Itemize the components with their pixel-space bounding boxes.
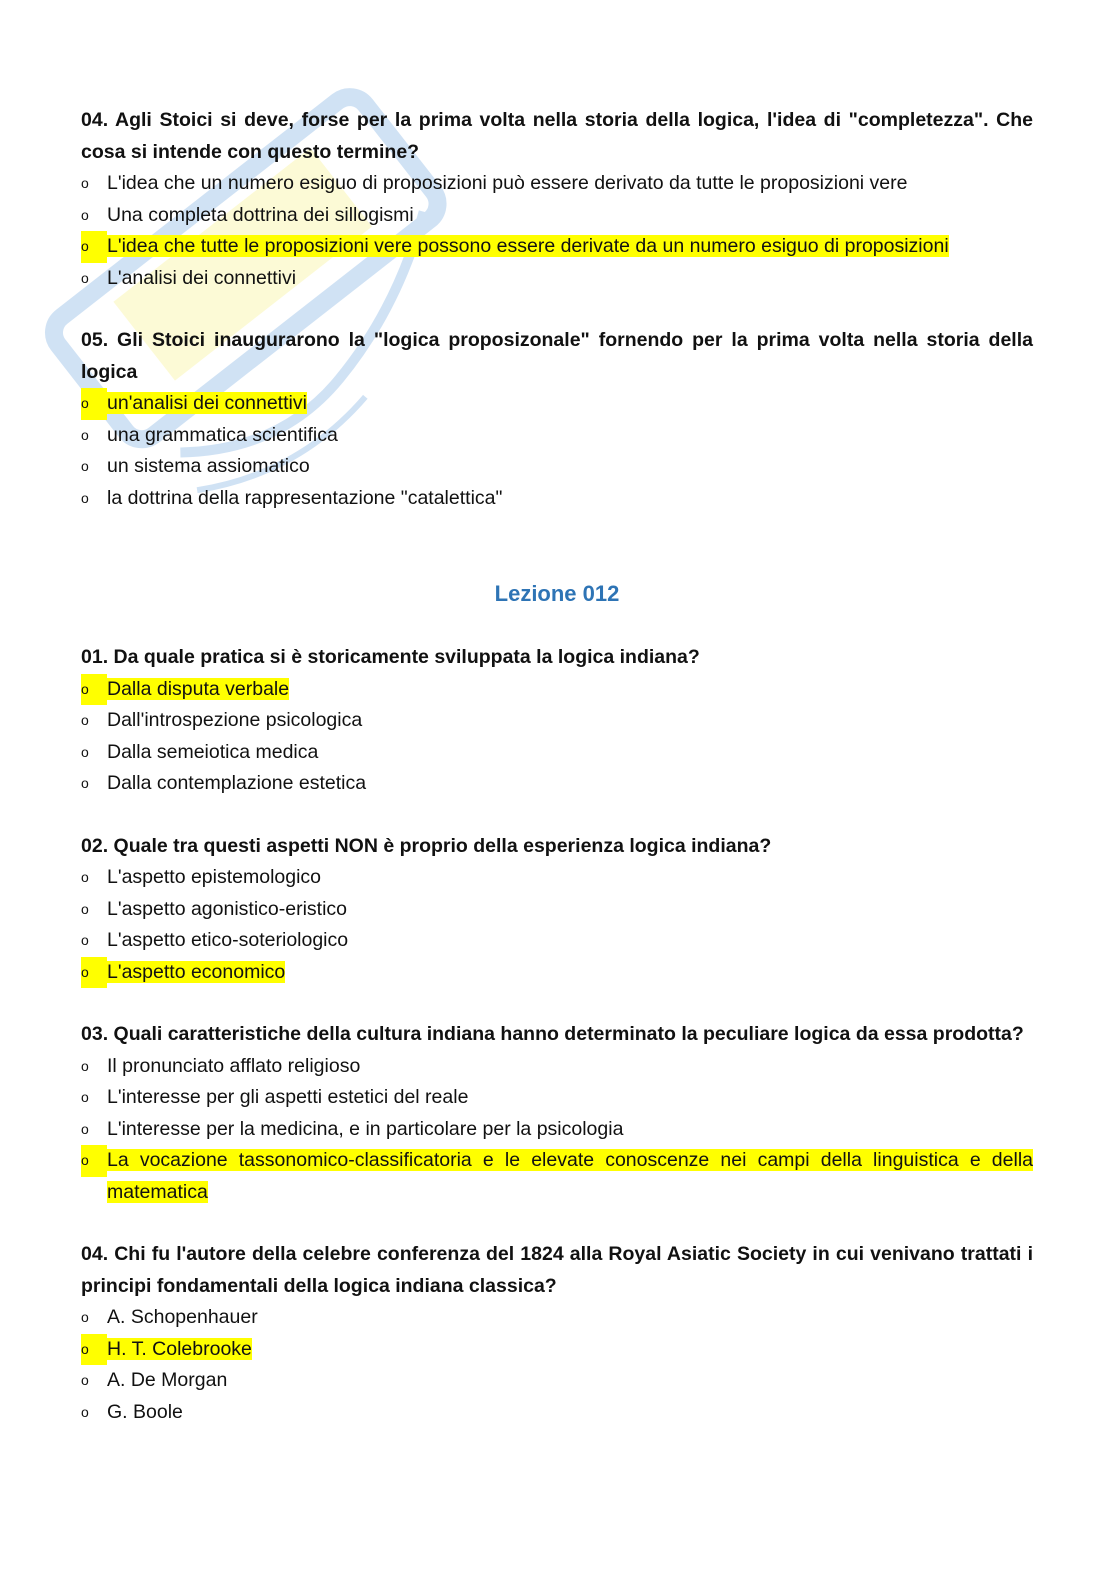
- answer-option-correct: [81, 957, 1033, 989]
- answer-text: L'aspetto agonistico-eristico: [107, 897, 348, 920]
- circle-bullet-icon: o: [81, 743, 89, 760]
- question-block: [81, 105, 1033, 294]
- answer-option-correct: [81, 1334, 1033, 1366]
- answer-text: L'aspetto epistemologico: [107, 866, 322, 888]
- answer-option: [81, 925, 1033, 957]
- circle-bullet-icon: o: [81, 231, 107, 263]
- circle-bullet-icon: o: [81, 1145, 107, 1177]
- answer-text: L'idea che tutte le proposizioni vere possono essere derivate da un numero esiguo di proposizioni: [107, 235, 949, 257]
- circle-bullet-icon: o: [81, 1309, 89, 1325]
- answer-option: [81, 420, 1033, 452]
- circle-bullet-icon: o: [81, 674, 107, 706]
- circle-bullet-icon: o: [81, 489, 89, 506]
- answer-text: A. Schopenhauer: [107, 1306, 258, 1328]
- circle-bullet-icon: o: [81, 1120, 89, 1137]
- question-block: [81, 642, 1033, 800]
- answer-option: [81, 862, 1033, 894]
- answer-text: Il pronunciato afflato religioso: [107, 1054, 361, 1077]
- answer-list: [81, 168, 1033, 294]
- question-text: 03. Quali caratteristiche della cultura indiana hanno determinato la peculiare logica da essa prodotta?: [81, 1023, 1024, 1045]
- answer-option: [81, 737, 1033, 769]
- answer-text: Dalla disputa verbale: [107, 677, 290, 700]
- answer-text: La vocazione tassonomico-classificatoria e le elevate conoscenze nei campi della linguistica e della matematica: [107, 1149, 1033, 1203]
- answer-list: [81, 1302, 1033, 1428]
- answer-option-correct: [81, 1145, 1033, 1208]
- question-block: [81, 325, 1033, 514]
- circle-bullet-icon: o: [81, 1334, 107, 1366]
- answer-option: [81, 1397, 1033, 1429]
- circle-bullet-icon: o: [81, 900, 89, 917]
- answer-option-correct: [81, 674, 1033, 706]
- question-text: 04. Agli Stoici si deve, forse per la prima volta nella storia della logica, l'idea di "completezza". Che cosa si intende con questo termine?: [81, 109, 1033, 163]
- answer-option: [81, 1365, 1033, 1397]
- answer-text: Dall'introspezione psicologica: [107, 709, 363, 731]
- answer-text: L'aspetto etico-soteriologico: [107, 929, 349, 951]
- answer-option: [81, 168, 1033, 200]
- answer-list: [81, 388, 1033, 514]
- answer-text: L'interesse per la medicina, e in particolare per la psicologia: [107, 1117, 624, 1140]
- answer-text: L'interesse per gli aspetti estetici del reale: [107, 1086, 469, 1108]
- circle-bullet-icon: o: [81, 932, 89, 948]
- question-text: 05. Gli Stoici inaugurarono la "logica proposizonale" fornendo per la prima volta nella storia della logica: [81, 329, 1033, 383]
- circle-bullet-icon: o: [81, 1403, 89, 1420]
- answer-text: L'analisi dei connettivi: [107, 266, 297, 289]
- answer-list: [81, 674, 1033, 800]
- answer-option: [81, 705, 1033, 737]
- question-block: [81, 1019, 1033, 1208]
- circle-bullet-icon: o: [81, 869, 89, 885]
- answer-text: G. Boole: [107, 1400, 183, 1423]
- question-block: [81, 1239, 1033, 1428]
- answer-text: L'idea che un numero esiguo di proposizioni può essere derivato da tutte le proposizioni vere: [107, 172, 908, 194]
- answer-option-correct: [81, 388, 1033, 420]
- circle-bullet-icon: o: [81, 712, 89, 728]
- answer-option: [81, 263, 1033, 295]
- answer-option: [81, 894, 1033, 926]
- circle-bullet-icon: o: [81, 1372, 89, 1388]
- circle-bullet-icon: o: [81, 775, 89, 791]
- circle-bullet-icon: o: [81, 957, 107, 989]
- circle-bullet-icon: o: [81, 1057, 89, 1074]
- answer-text: un sistema assiomatico: [107, 455, 310, 477]
- answer-option: [81, 483, 1033, 515]
- question-block: [81, 831, 1033, 989]
- answer-text: L'aspetto economico: [107, 960, 286, 983]
- answer-option: [81, 1114, 1033, 1146]
- circle-bullet-icon: o: [81, 1089, 89, 1105]
- circle-bullet-icon: o: [81, 426, 89, 443]
- answer-option: [81, 200, 1033, 232]
- answer-list: [81, 1051, 1033, 1209]
- answer-text: H. T. Colebrooke: [107, 1337, 252, 1360]
- answer-option-correct: [81, 231, 1033, 263]
- question-text: 02. Quale tra questi aspetti NON è proprio della esperienza logica indiana?: [81, 834, 772, 857]
- circle-bullet-icon: o: [81, 175, 89, 191]
- answer-text: Dalla contemplazione estetica: [107, 772, 367, 794]
- answer-option: [81, 768, 1033, 800]
- circle-bullet-icon: o: [81, 269, 89, 286]
- answer-option: [81, 451, 1033, 483]
- answer-list: [81, 862, 1033, 988]
- answer-text: Una completa dottrina dei sillogismi: [107, 203, 414, 226]
- answer-option: [81, 1082, 1033, 1114]
- document-content: [81, 105, 1033, 1428]
- lesson-title: Lezione 012: [494, 581, 620, 606]
- answer-text: una grammatica scientifica: [107, 423, 338, 446]
- circle-bullet-icon: o: [81, 458, 89, 474]
- answer-text: A. De Morgan: [107, 1369, 228, 1391]
- question-text: 04. Chi fu l'autore della celebre conferenza del 1824 alla Royal Asiatic Society in cui venivano trattati i principi fondamentali della logica indiana classica?: [81, 1243, 1033, 1297]
- answer-option: [81, 1051, 1033, 1083]
- question-text: 01. Da quale pratica si è storicamente sviluppata la logica indiana?: [81, 646, 700, 668]
- answer-text: un'analisi dei connettivi: [107, 392, 307, 414]
- circle-bullet-icon: o: [81, 388, 107, 420]
- circle-bullet-icon: o: [81, 206, 89, 223]
- answer-text: Dalla semeiotica medica: [107, 740, 319, 763]
- answer-text: la dottrina della rappresentazione "catalettica": [107, 486, 503, 509]
- answer-option: [81, 1302, 1033, 1334]
